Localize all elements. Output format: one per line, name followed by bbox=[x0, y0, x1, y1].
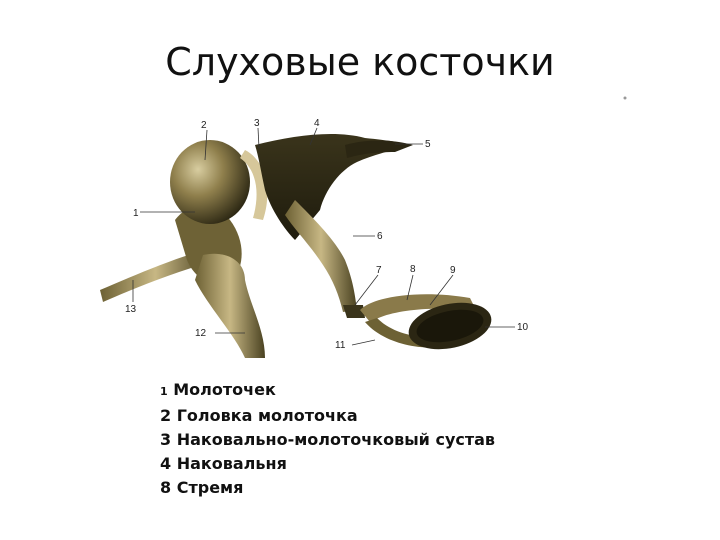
callout-4: 4 bbox=[314, 118, 320, 129]
legend-item bbox=[160, 476, 495, 500]
legend-label: Стремя bbox=[176, 478, 244, 497]
callout-1: 1 bbox=[133, 208, 139, 219]
legend-label: Молоточек bbox=[173, 380, 276, 399]
legend-item bbox=[160, 404, 495, 428]
legend-number: 4 bbox=[160, 454, 172, 473]
callout-6: 6 bbox=[377, 231, 383, 242]
callout-7: 7 bbox=[376, 265, 382, 276]
ossicles-illustration bbox=[95, 90, 655, 360]
legend bbox=[160, 378, 495, 500]
callout-12: 12 bbox=[195, 328, 207, 339]
callout-3: 3 bbox=[254, 118, 260, 129]
legend-number: 2 bbox=[160, 406, 172, 425]
callout-2: 2 bbox=[201, 120, 207, 131]
legend-number: 8 bbox=[160, 478, 172, 497]
legend-label: Наковальня bbox=[176, 454, 287, 473]
callout-9: 9 bbox=[450, 265, 456, 276]
legend-number: 1 bbox=[160, 385, 168, 398]
callout-10: 10 bbox=[517, 322, 529, 333]
malleus-head bbox=[170, 140, 250, 224]
legend-item bbox=[160, 378, 495, 404]
legend-number: 3 bbox=[160, 430, 172, 449]
legend-label: Головка молоточка bbox=[176, 406, 358, 425]
legend-label: Наковально-молоточковый сустав bbox=[176, 430, 496, 449]
ossicles-drawing bbox=[95, 90, 655, 360]
callout-11: 11 bbox=[335, 340, 346, 351]
callout-8: 8 bbox=[410, 264, 416, 275]
incus-long-process bbox=[285, 200, 357, 312]
callout-5: 5 bbox=[425, 139, 431, 150]
legend-item bbox=[160, 452, 495, 476]
legend-item bbox=[160, 428, 495, 452]
malleus-handle bbox=[195, 254, 265, 358]
incus-short-process bbox=[345, 140, 413, 158]
callout-13: 13 bbox=[125, 304, 137, 315]
slide-title: Слуховые косточки bbox=[165, 40, 555, 84]
